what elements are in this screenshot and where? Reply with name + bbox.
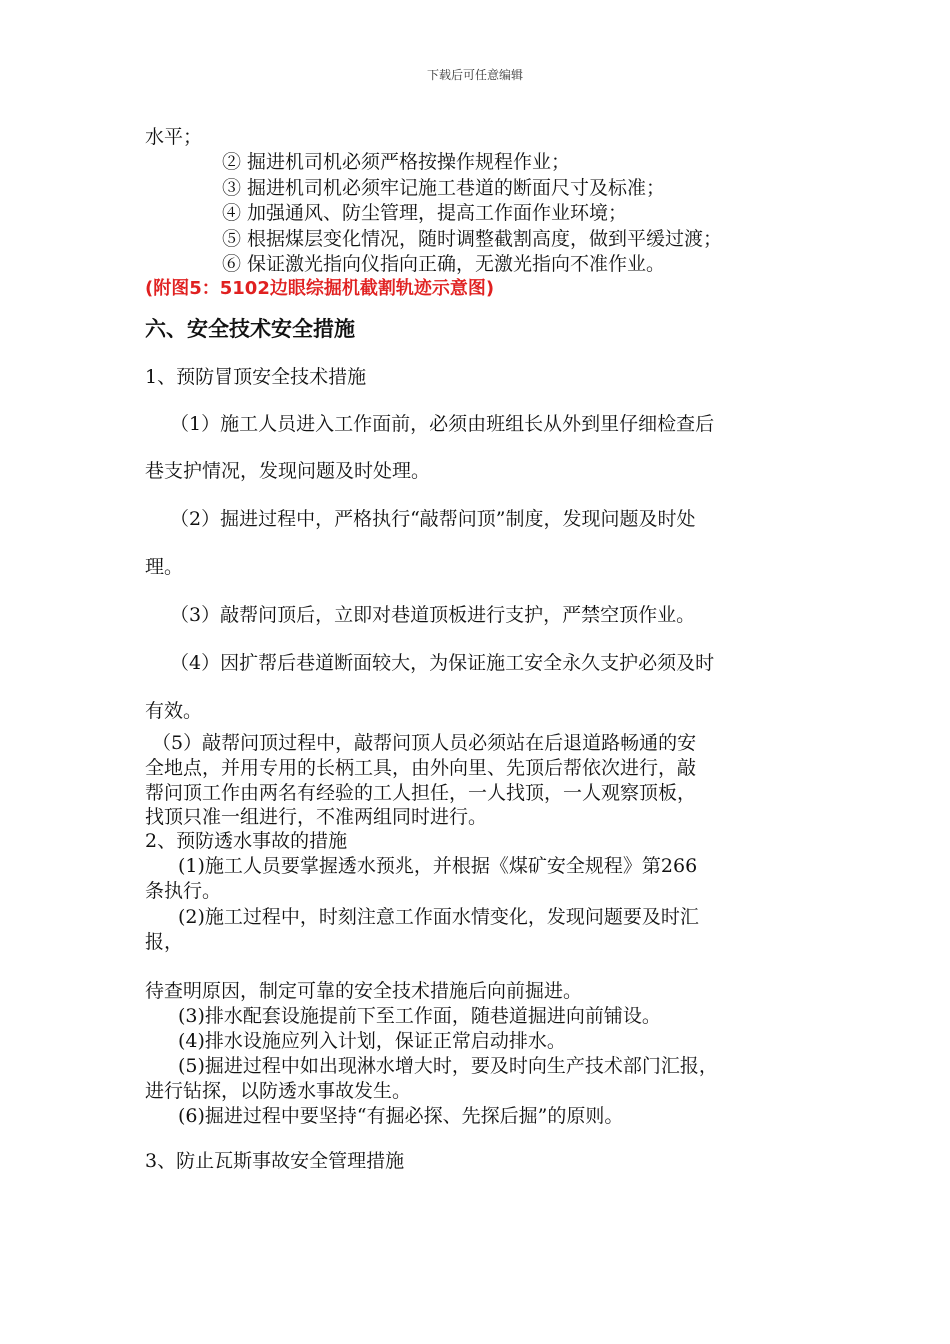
- text-line: 全地点，并用专用的长柄工具，由外向里、先顶后帮依次进行，敲: [145, 757, 697, 779]
- text-line: (4)排水设施应列入计划，保证正常启动排水。: [178, 1030, 566, 1052]
- text-line: 进行钻探，以防透水事故发生。: [145, 1080, 412, 1102]
- text-line: 待查明原因，制定可靠的安全技术措施后向前掘进。: [145, 980, 583, 1002]
- section-heading: 六、安全技术安全措施: [145, 317, 355, 341]
- subsection-heading: 1、预防冒顶安全技术措施: [145, 366, 367, 388]
- text-line: (3)排水配套设施提前下至工作面，随巷道掘进向前铺设。: [178, 1005, 661, 1027]
- text-line: (2)施工过程中，时刻注意工作面水情变化，发现问题要及时汇: [178, 906, 699, 928]
- text-line: 帮问顶工作由两名有经验的工人担任，一人找顶，一人观察顶板，: [145, 782, 697, 804]
- text-line: （1）施工人员进入工作面前，必须由班组长从外到里仔细检查后: [170, 413, 715, 435]
- text-line: ② 掘进机司机必须严格按操作规程作业；: [222, 151, 571, 173]
- text-line: （5）敲帮问顶过程中，敲帮问顶人员必须站在后退道路畅通的安: [152, 732, 697, 754]
- text-line: 理。: [145, 556, 184, 578]
- text-line: （4）因扩帮后巷道断面较大，为保证施工安全永久支护必须及时: [170, 652, 715, 674]
- text-line: (1)施工人员要掌握透水预兆，并根据《煤矿安全规程》第266: [178, 855, 698, 877]
- figure-reference: (附图5：5102边眼综掘机截割轨迹示意图): [145, 278, 495, 299]
- text-line: （3）敲帮问顶后，立即对巷道顶板进行支护，严禁空顶作业。: [170, 604, 696, 626]
- subsection-heading: 2、预防透水事故的措施: [145, 830, 348, 852]
- text-line: 条执行。: [145, 880, 222, 902]
- text-line: 找顶只准一组进行，不准两组同时进行。: [145, 806, 488, 828]
- text-line: 报，: [145, 931, 184, 953]
- text-line: (5)掘进过程中如出现淋水增大时，要及时向生产技术部门汇报，: [178, 1055, 718, 1077]
- subsection-heading: 3、防止瓦斯事故安全管理措施: [145, 1150, 405, 1172]
- text-line: 巷支护情况，发现问题及时处理。: [145, 460, 431, 482]
- text-line: ③ 掘进机司机必须牢记施工巷道的断面尺寸及标准；: [222, 177, 666, 199]
- text-line: （2）掘进过程中，严格执行“敲帮问顶”制度，发现问题及时处: [170, 508, 696, 530]
- text-line: 水平；: [145, 126, 203, 148]
- text-line: (6)掘进过程中要坚持“有掘必探、先探后掘”的原则。: [178, 1105, 624, 1127]
- text-line: ④ 加强通风、防尘管理，提高工作面作业环境；: [222, 202, 628, 224]
- text-line: ⑤ 根据煤层变化情况，随时调整截割高度，做到平缓过渡；: [222, 228, 723, 250]
- text-line: ⑥ 保证激光指向仪指向正确，无激光指向不准作业。: [222, 253, 666, 275]
- page-header: 下载后可任意编辑: [426, 68, 523, 82]
- text-line: 有效。: [145, 700, 203, 722]
